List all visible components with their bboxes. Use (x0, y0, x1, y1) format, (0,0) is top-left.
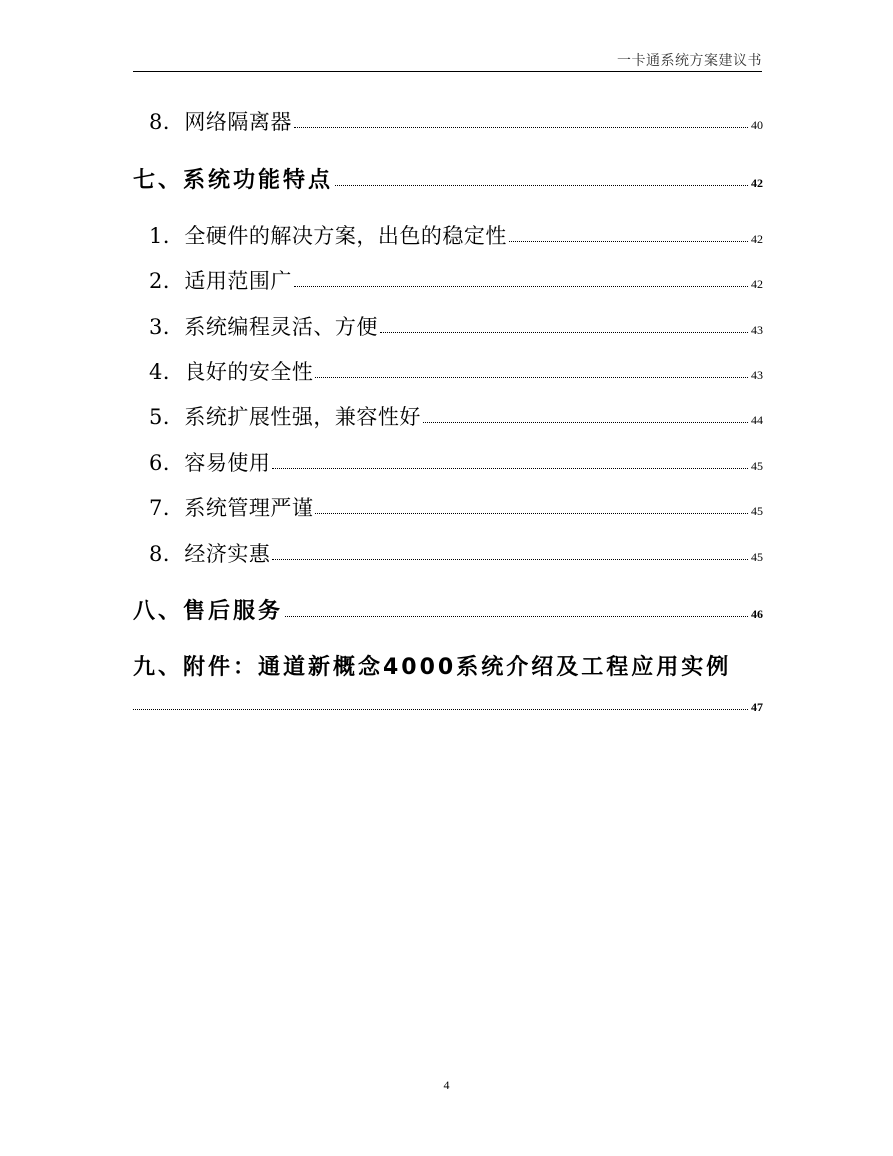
toc-dot-leader (380, 332, 748, 333)
toc-page-number: 42 (751, 176, 763, 190)
toc-dot-leader (272, 559, 748, 560)
toc-dot-leader (285, 616, 748, 617)
toc-entry-label: 4．良好的安全性 (149, 360, 314, 384)
toc-dot-leader (509, 241, 748, 242)
toc-entry-label: 6．容易使用 (149, 451, 271, 475)
toc-entry-label: 8．经济实惠 (149, 542, 271, 566)
toc-dot-leader (294, 127, 748, 128)
toc-page-number: 45 (751, 504, 763, 518)
toc-chapter-label: 八、售后服务 (133, 599, 284, 624)
toc-entry-label: 3．系统编程灵活、方便 (149, 315, 378, 339)
toc-chapter-7[interactable] (133, 163, 763, 194)
toc-page-number: 43 (751, 368, 763, 382)
header-divider (133, 71, 762, 72)
toc-entry-economical[interactable] (133, 538, 763, 568)
toc-page-number: 42 (751, 232, 763, 246)
toc-entry-label: 2．适用范围广 (149, 269, 292, 293)
toc-dot-leader (133, 709, 748, 710)
toc-entry-strict-management[interactable] (133, 492, 763, 522)
toc-entry-label: 7．系统管理严谨 (149, 496, 314, 520)
toc-dot-leader (294, 286, 748, 287)
toc-entry-hardware-solution[interactable] (133, 220, 763, 250)
toc-chapter-9-leader-line[interactable] (133, 700, 763, 715)
toc-entry-flexible-programming[interactable] (133, 311, 763, 341)
toc-page-number: 46 (751, 607, 763, 621)
toc-dot-leader (315, 513, 748, 514)
toc-page-number: 45 (751, 550, 763, 564)
toc-chapter-label: 七、系统功能特点 (133, 168, 334, 193)
toc-entry-label: 5．系统扩展性强，兼容性好 (149, 405, 421, 429)
toc-entry-security[interactable] (133, 356, 763, 386)
toc-entry-extensibility[interactable] (133, 401, 763, 431)
toc-chapter-8[interactable] (133, 594, 763, 625)
toc-page-number: 42 (751, 277, 763, 291)
toc-dot-leader (423, 422, 748, 423)
toc-dot-leader (315, 377, 748, 378)
document-title: 一卡通系统方案建议书 (617, 53, 762, 69)
toc-page-number: 45 (751, 459, 763, 473)
toc-dot-leader (335, 185, 748, 186)
toc-entry-ease-of-use[interactable] (133, 447, 763, 477)
toc-entry-label: 1．全硬件的解决方案，出色的稳定性 (149, 224, 507, 248)
toc-page-number: 47 (751, 700, 763, 714)
toc-chapter-9-label[interactable]: 九、附件：通道新概念4000系统介绍及工程应用实例 (133, 655, 732, 680)
toc-entry-label: 8．网络隔离器 (149, 110, 292, 134)
toc-entry-network-isolator[interactable] (133, 106, 763, 136)
toc-page-number: 44 (751, 413, 763, 427)
toc-page-number: 43 (751, 323, 763, 337)
page-number: 4 (443, 1078, 450, 1092)
toc-page-number: 40 (751, 118, 763, 132)
toc-entry-wide-applicability[interactable] (133, 265, 763, 295)
toc-dot-leader (272, 468, 748, 469)
